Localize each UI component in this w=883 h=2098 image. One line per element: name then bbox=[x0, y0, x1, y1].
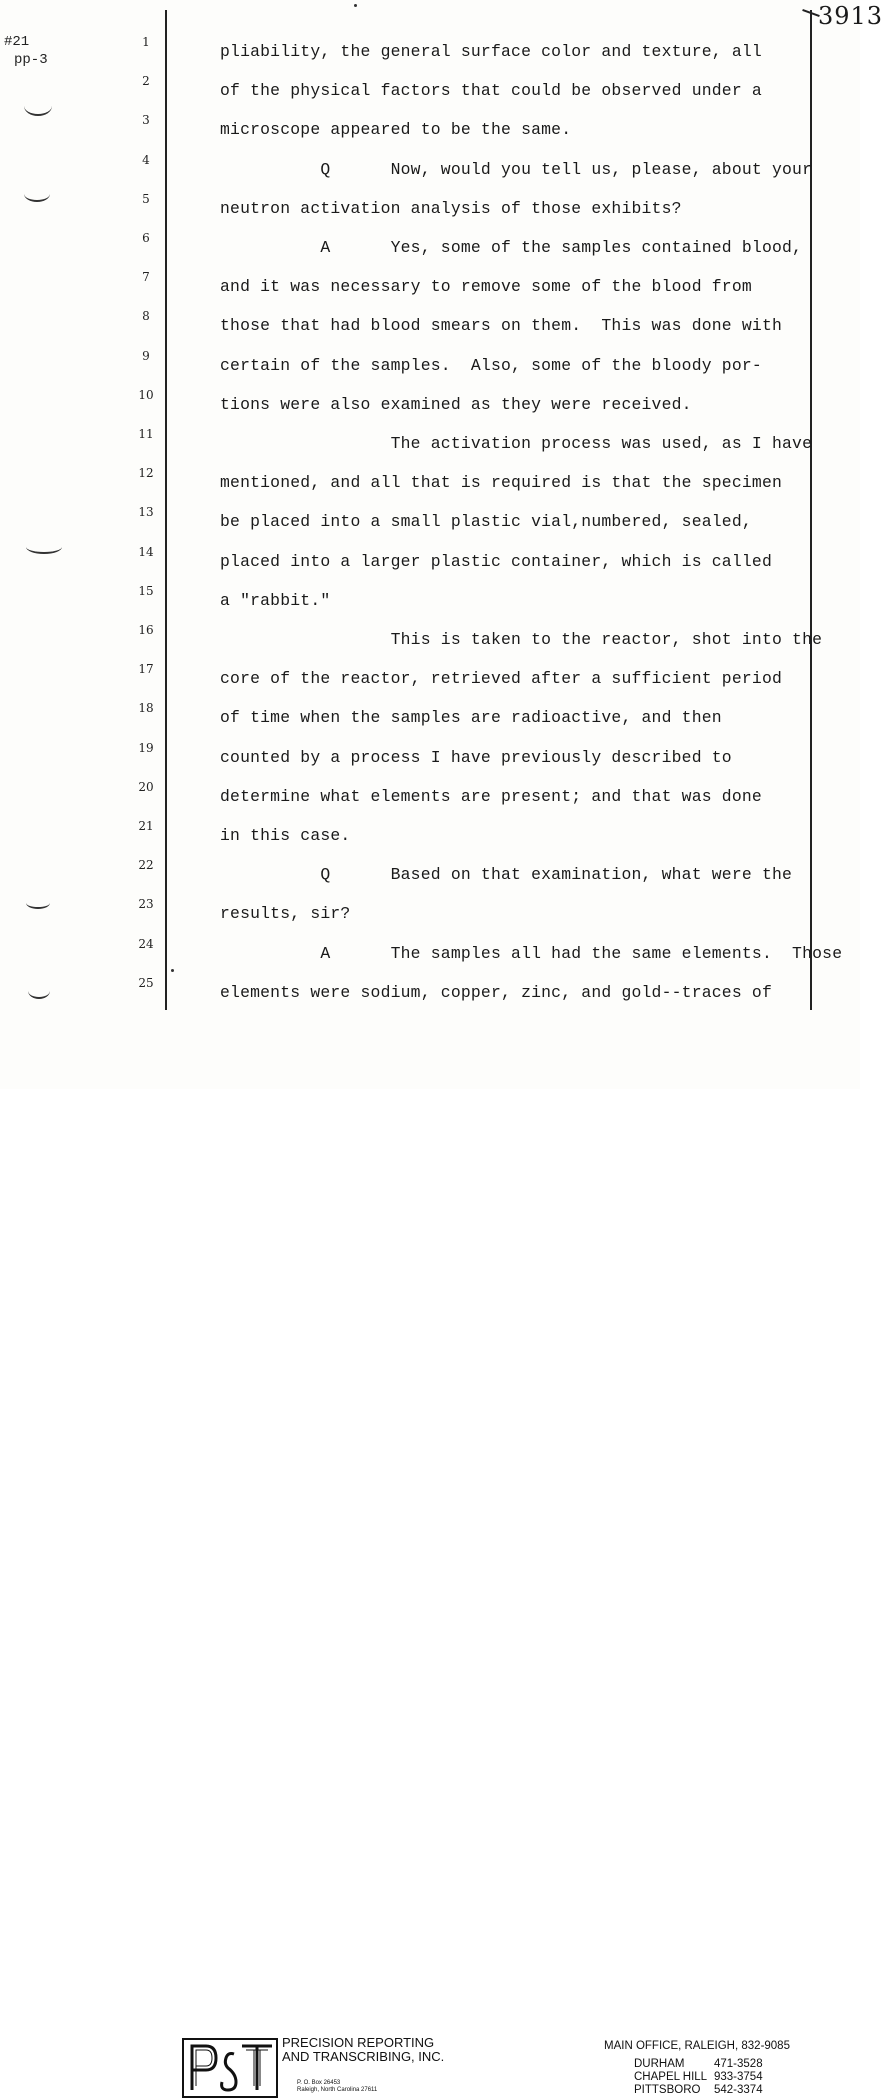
line-number: 15 bbox=[138, 584, 154, 598]
office-city: CHAPEL HILL bbox=[634, 2071, 708, 2083]
firm-name-line2: AND TRANSCRIBING, INC. bbox=[282, 2049, 445, 2064]
line-number: 17 bbox=[138, 662, 154, 676]
line-number: 16 bbox=[138, 623, 154, 637]
speck bbox=[354, 4, 357, 7]
transcript-line: determine what elements are present; and that was done bbox=[220, 787, 762, 806]
line-number: 3 bbox=[142, 113, 150, 127]
footer bbox=[0, 1015, 860, 2096]
line-number: 24 bbox=[138, 937, 154, 951]
line-number: 25 bbox=[138, 976, 154, 990]
margin-scribble bbox=[24, 186, 50, 202]
line-number: 20 bbox=[138, 780, 154, 794]
line-number: 12 bbox=[138, 466, 154, 480]
firm-address-line1: P. O. Box 26453 bbox=[297, 2080, 341, 2086]
line-number: 21 bbox=[138, 819, 154, 833]
firm-logo bbox=[182, 2038, 278, 2098]
firm-name-line1: PRECISION REPORTING bbox=[282, 2035, 435, 2050]
transcript-line: microscope appeared to be the same. bbox=[220, 120, 572, 139]
line-number: 22 bbox=[138, 858, 154, 872]
office-city: PITTSBORO bbox=[634, 2084, 701, 2096]
line-number: 1 bbox=[142, 35, 150, 49]
line-number: 18 bbox=[138, 701, 154, 715]
transcript-line: Q Now, would you tell us, please, about your bbox=[220, 160, 813, 179]
main-office: MAIN OFFICE, RALEIGH, 832-9085 bbox=[604, 2040, 790, 2052]
transcript-line: A Yes, some of the samples contained blood, bbox=[220, 238, 803, 257]
page-number: 3913 bbox=[818, 2, 883, 30]
line-number: 19 bbox=[138, 741, 154, 755]
transcript-line: Q Based on that examination, what were the bbox=[220, 865, 793, 884]
transcript-line: and it was necessary to remove some of the blood from bbox=[220, 277, 752, 296]
office-city: DURHAM bbox=[634, 2058, 685, 2070]
transcript-line: placed into a larger plastic container, which is called bbox=[220, 552, 772, 571]
transcript-line: tions were also examined as they were received. bbox=[220, 395, 692, 414]
transcript-line: neutron activation analysis of those exhibits? bbox=[220, 199, 682, 218]
transcript-line: core of the reactor, retrieved after a sufficient period bbox=[220, 669, 783, 688]
margin-scribble bbox=[26, 897, 50, 909]
firm-name bbox=[282, 2036, 444, 2064]
line-number: 9 bbox=[142, 349, 150, 363]
line-number: 13 bbox=[138, 505, 154, 519]
transcript-line: This is taken to the reactor, shot into the bbox=[220, 630, 823, 649]
transcript-line: The activation process was used, as I have bbox=[220, 434, 813, 453]
margin-scribble bbox=[26, 540, 62, 554]
transcript-line: in this case. bbox=[220, 826, 351, 845]
transcript-line: pliability, the general surface color and texture, all bbox=[220, 42, 762, 61]
transcript-line: elements were sodium, copper, zinc, and gold--traces of bbox=[220, 983, 772, 1002]
transcript-line: counted by a process I have previously described to bbox=[220, 748, 732, 767]
line-number: 4 bbox=[142, 153, 150, 167]
transcript-line: mentioned, and all that is required is that the specimen bbox=[220, 473, 783, 492]
office-phone: 471-3528 bbox=[714, 2058, 763, 2070]
margin-scribble bbox=[24, 96, 52, 116]
line-number: 11 bbox=[138, 427, 154, 441]
line-number: 2 bbox=[142, 74, 150, 88]
transcript-line: of time when the samples are radioactive, and then bbox=[220, 708, 722, 727]
transcript-line: a "rabbit." bbox=[220, 591, 331, 610]
line-number: 5 bbox=[142, 192, 150, 206]
transcript-line: of the physical factors that could be observed under a bbox=[220, 81, 762, 100]
line-number: 8 bbox=[142, 309, 150, 323]
line-number: 10 bbox=[138, 388, 154, 402]
firm-address bbox=[297, 2080, 377, 2094]
margin-scribble bbox=[28, 983, 50, 999]
office-phone: 542-3374 bbox=[714, 2084, 763, 2096]
office-phone: 933-3754 bbox=[714, 2071, 763, 2083]
firm-address-line2: Raleigh, North Carolina 27611 bbox=[297, 2087, 378, 2093]
margin-note-page: pp-3 bbox=[14, 52, 48, 68]
transcript-line: results, sir? bbox=[220, 904, 351, 923]
transcript-line: A The samples all had the same elements. Those bbox=[220, 944, 843, 963]
transcript-line: be placed into a small plastic vial,numbered, sealed, bbox=[220, 512, 752, 531]
margin-note-exhibit: #21 bbox=[4, 34, 30, 50]
transcript-line: certain of the samples. Also, some of the bloody por- bbox=[220, 356, 762, 375]
line-number: 7 bbox=[142, 270, 150, 284]
line-number: 6 bbox=[142, 231, 150, 245]
transcript-line: those that had blood smears on them. This was done with bbox=[220, 316, 783, 335]
line-number: 23 bbox=[138, 897, 154, 911]
speck bbox=[171, 969, 174, 972]
line-number: 14 bbox=[138, 545, 154, 559]
